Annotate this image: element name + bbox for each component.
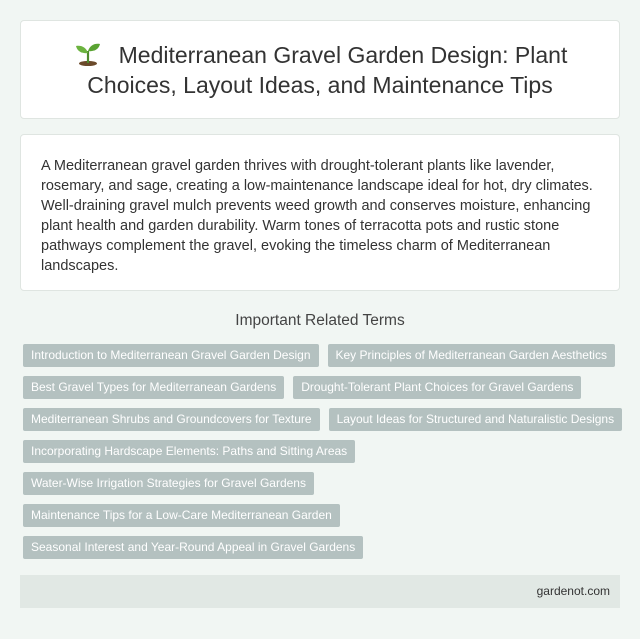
page-title-text: Mediterranean Gravel Garden Design: Plant Choices, Layout Ideas, and Maintenance Tips (87, 41, 568, 98)
term-tag[interactable]: Incorporating Hardscape Elements: Paths and Sitting Areas (23, 440, 355, 463)
term-tag[interactable]: Introduction to Mediterranean Gravel Garden Design (23, 344, 319, 367)
term-tag[interactable]: Drought-Tolerant Plant Choices for Gravel Gardens (293, 376, 581, 399)
title-card (20, 20, 620, 119)
related-terms-heading: Important Related Terms (235, 312, 405, 329)
footer-site-link[interactable]: gardenot.com (536, 584, 610, 598)
term-tag[interactable]: Key Principles of Mediterranean Garden Aesthetics (328, 344, 615, 367)
term-tag[interactable]: Maintenance Tips for a Low-Care Mediterranean Garden (23, 504, 340, 527)
footer (20, 575, 620, 608)
sprout-icon (73, 40, 103, 66)
intro-card (20, 134, 620, 291)
term-tag[interactable]: Layout Ideas for Structured and Naturalistic Designs (329, 408, 622, 431)
term-tag[interactable]: Mediterranean Shrubs and Groundcovers for Texture (23, 408, 320, 431)
related-terms-list (23, 344, 623, 559)
term-tag[interactable]: Water-Wise Irrigation Strategies for Gravel Gardens (23, 472, 314, 495)
term-tag[interactable]: Best Gravel Types for Mediterranean Gardens (23, 376, 284, 399)
term-tag[interactable]: Seasonal Interest and Year-Round Appeal in Gravel Gardens (23, 536, 363, 559)
intro-paragraph: A Mediterranean gravel garden thrives with drought-tolerant plants like lavender, rosemary, and sage, creating a low-maintenance landscape ideal for hot, dry climates. Well-draining gravel mulch prevents weed growth and conserves moisture, enhancing plant health and garden durability. Warm tones of terracotta pots and rustic stone pathways complement the gravel, evoking the timeless charm of Mediterranean landscapes. (41, 158, 593, 274)
page-title (39, 40, 601, 100)
